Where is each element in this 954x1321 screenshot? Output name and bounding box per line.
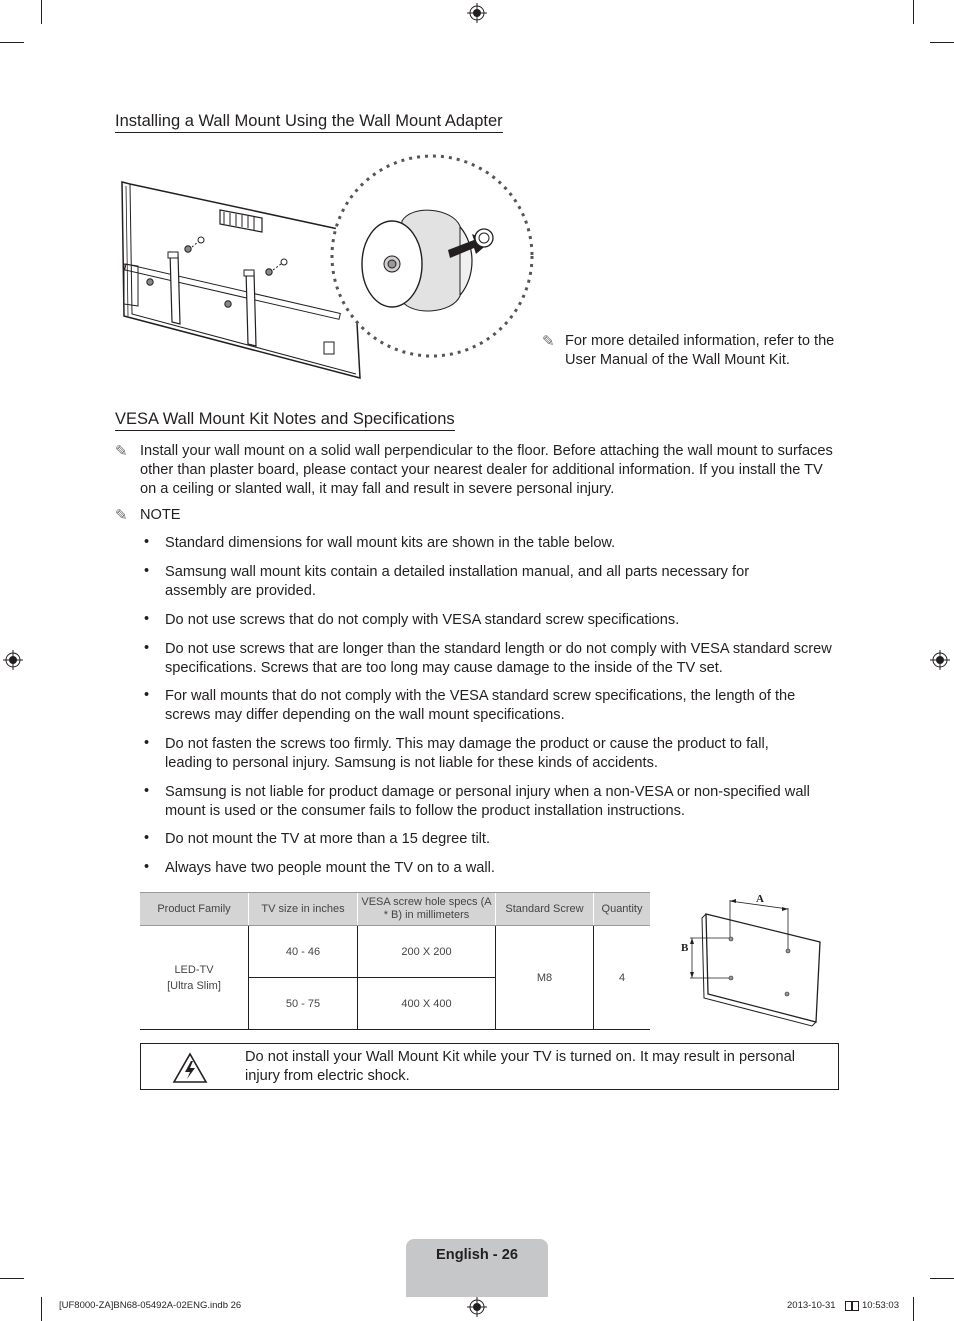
bullet-marker: •: [144, 534, 150, 550]
vesa-spec-cell: 400 X 400: [358, 978, 496, 1030]
page-number: English - 26: [436, 1247, 518, 1263]
product-family-cell: [140, 926, 249, 1030]
list-item: Do not mount the TV at more than a 15 degree tilt.: [165, 831, 491, 847]
dimension-label-a: A: [756, 893, 764, 905]
crop-mark: [930, 1278, 954, 1279]
column-header: Product Family: [140, 893, 249, 926]
unreadable-glyph-icon: [845, 1301, 852, 1311]
registration-mark-icon: [467, 3, 487, 23]
table-header-row: [140, 893, 650, 926]
column-header: Quantity: [594, 893, 651, 926]
vesa-spec-cell: 200 X 200: [358, 926, 496, 978]
list-item: Samsung is not liable for product damage or personal injury when a non-VESA or non-specified wall mount is used or the consumer fails to follow the product installation instructions.: [165, 784, 810, 819]
table-row: [140, 926, 650, 978]
list-item: Standard dimensions for wall mount kits are shown in the table below.: [165, 535, 616, 551]
section-heading-vesa-notes: VESA Wall Mount Kit Notes and Specifications: [115, 410, 455, 431]
tv-size-cell: 50 - 75: [249, 978, 358, 1030]
list-item: Always have two people mount the TV on to a wall.: [165, 860, 495, 876]
tv-size-cell: 40 - 46: [249, 926, 358, 978]
column-header: VESA screw hole specs (A * B) in millimeters: [358, 893, 496, 926]
crop-mark: [41, 1297, 42, 1321]
warning-text: Do not install your Wall Mount Kit while your TV is turned on. It may result in personal injury from electric shock.: [245, 1049, 795, 1084]
wall-mount-adapter-illustration: [112, 146, 536, 386]
page-number-tab: [406, 1239, 548, 1297]
bullet-marker: •: [144, 687, 150, 703]
bullet-marker: •: [144, 859, 150, 875]
list-item: For wall mounts that do not comply with the VESA standard screw specifications, the length of the screws may differ depending on the wall mount specifications.: [165, 688, 796, 723]
unreadable-glyph-icon: [852, 1301, 859, 1311]
crop-mark: [913, 1297, 914, 1321]
crop-mark: [930, 42, 954, 43]
crop-mark: [41, 0, 42, 24]
print-time: 10:53:03: [862, 1300, 899, 1311]
note-pencil-icon: ✎: [115, 507, 128, 524]
registration-mark-icon: [930, 650, 950, 670]
dimension-label-b: B: [681, 942, 689, 954]
column-header: Standard Screw: [496, 893, 594, 926]
bullet-marker: •: [144, 830, 150, 846]
column-header: TV size in inches: [249, 893, 358, 926]
crop-mark: [913, 0, 914, 24]
warning-box: [140, 1043, 839, 1090]
electric-shock-warning-icon: [172, 1052, 208, 1084]
crop-mark: [0, 42, 24, 43]
vesa-spec-table: [140, 892, 650, 1030]
section-heading-wall-mount-adapter: Installing a Wall Mount Using the Wall Mount Adapter: [115, 112, 503, 133]
bullet-marker: •: [144, 563, 150, 579]
list-item: Do not fasten the screws too firmly. This may damage the product or cause the product to fall, leading to personal injury. Samsung is not liable for these kinds of accidents.: [165, 736, 769, 771]
bullet-marker: •: [144, 640, 150, 656]
standard-screw-cell: M8: [496, 926, 594, 1030]
wall-mount-kit-note: For more detailed information, refer to the User Manual of the Wall Mount Kit.: [565, 333, 835, 368]
registration-mark-icon: [3, 650, 23, 670]
quantity-cell: 4: [594, 926, 651, 1030]
list-item: Samsung wall mount kits contain a detailed installation manual, and all parts necessary for assembly are provided.: [165, 564, 750, 599]
note-pencil-icon: ✎: [115, 443, 128, 460]
list-item: Do not use screws that are longer than the standard length or do not comply with VESA standard screw specifications. Screws that are too long may cause damage to the inside of the TV set.: [165, 641, 832, 676]
bullet-marker: •: [144, 783, 150, 799]
note-label: NOTE: [140, 507, 181, 523]
note-pencil-icon: ✎: [542, 333, 555, 350]
registration-mark-icon: [467, 1297, 487, 1317]
bullet-marker: •: [144, 735, 150, 751]
install-instructions-note: Install your wall mount on a solid wall perpendicular to the floor. Before attaching the wall mount to surfaces other than plaster board, please contact your nearest dealer for additional information. If you install the TV on a ceiling or slanted wall, it may fall and result in severe personal injury.: [140, 443, 833, 497]
print-date: 2013-10-31: [787, 1300, 836, 1311]
file-name: [UF8000-ZA]BN68-05492A-02ENG.indb 26: [59, 1300, 242, 1311]
bullet-marker: •: [144, 611, 150, 627]
product-family-line: [Ultra Slim]: [167, 979, 221, 992]
vesa-hole-diagram: [676, 886, 826, 1028]
crop-mark: [0, 1278, 24, 1279]
product-family-line: LED-TV: [174, 963, 214, 976]
list-item: Do not use screws that do not comply with VESA standard screw specifications.: [165, 612, 680, 628]
